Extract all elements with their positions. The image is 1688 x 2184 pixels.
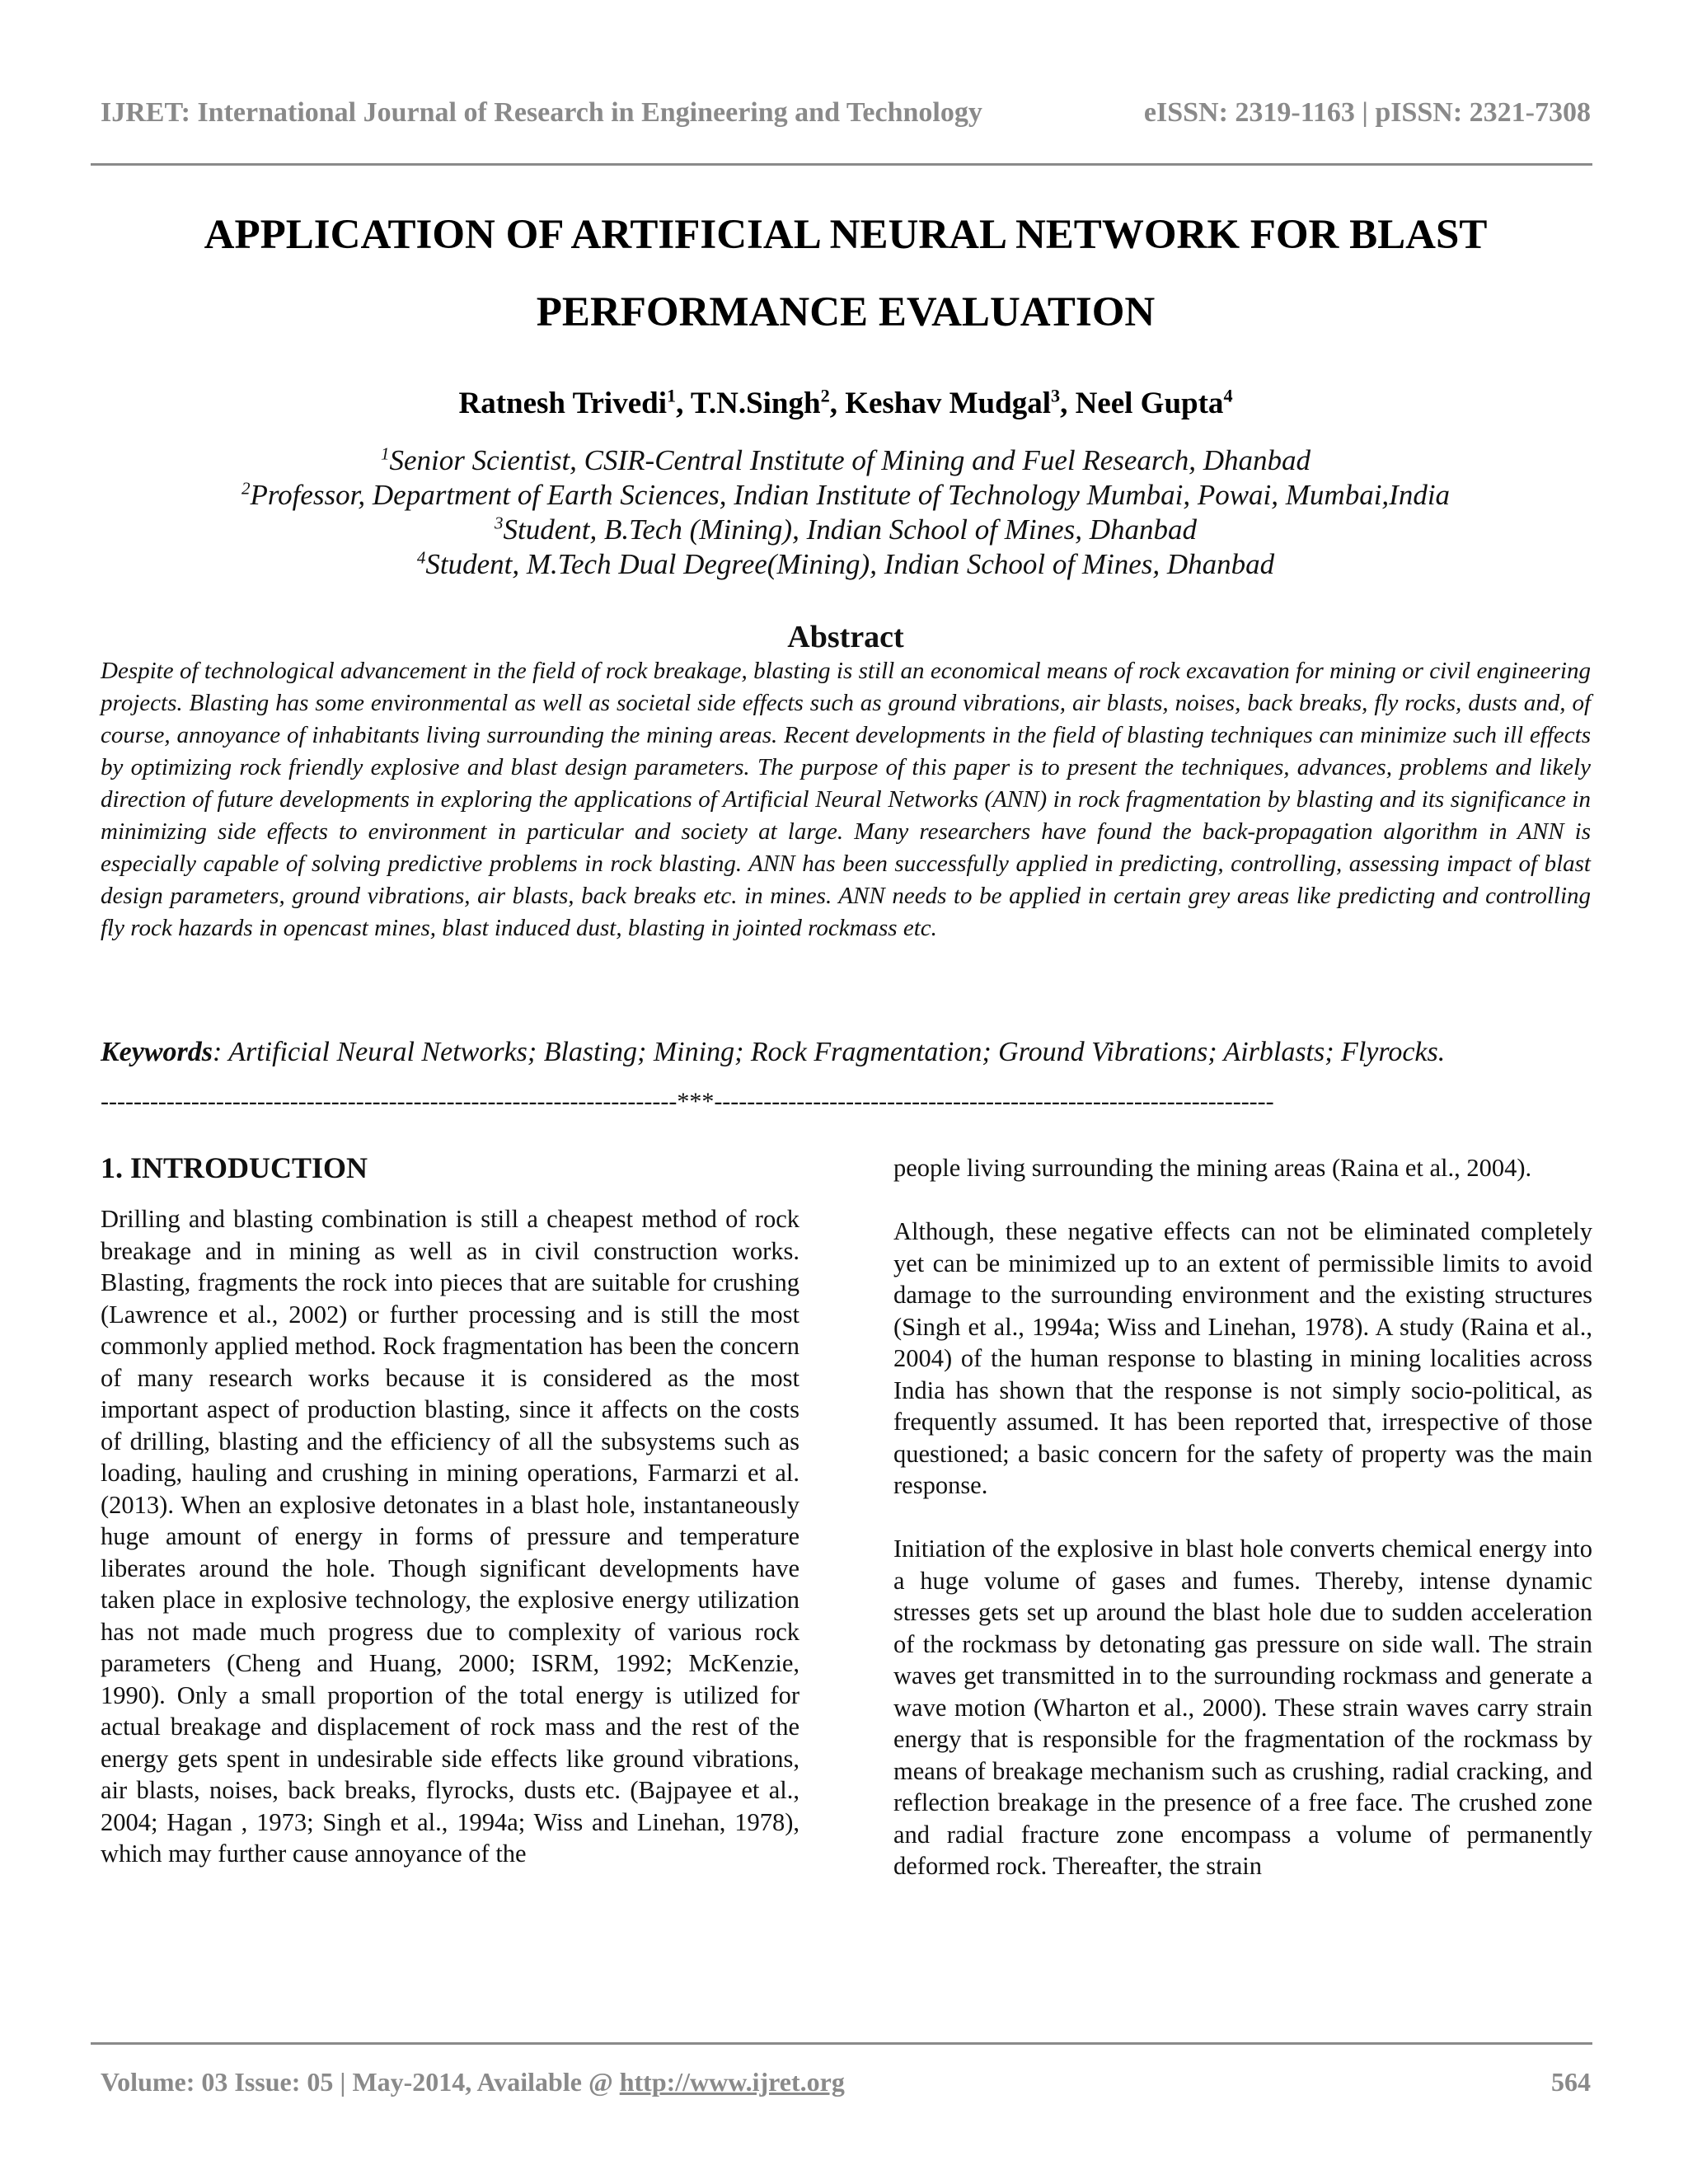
affiliation-list	[101, 443, 1591, 582]
paper-title	[101, 196, 1591, 351]
affiliation-sup: 2	[241, 478, 251, 499]
author-separator: ,	[676, 387, 691, 420]
affiliation-text: Senior Scientist, CSIR-Central Institute of Mining and Fuel Research, Dhanbad	[389, 444, 1311, 476]
footer-rule	[91, 2042, 1592, 2045]
author-sup: 4	[1223, 385, 1233, 406]
author-separator: ,	[1060, 387, 1076, 420]
affiliation-sup: 4	[416, 547, 426, 568]
author-name: T.N.Singh	[690, 387, 821, 420]
journal-link[interactable]: http://www.ijret.org	[619, 2067, 845, 2097]
affiliation	[101, 547, 1591, 582]
paragraph: Although, these negative effects can not be eliminated completely yet can be minimized up to an extent of permissible limits to avoid damage to the surrounding environment and the existing structures (Singh et al., 1994a; Wiss and Linehan, 1978). A study (Raina et al., 2004) of the human response to blasting in mining localities across India has shown that the response is not simply socio-political, as frequently assumed. It has been reported that, irrespective of those questioned; a basic concern for the safety of property was the main response.	[893, 1217, 1592, 1499]
section-heading: 1. INTRODUCTION	[101, 1151, 368, 1184]
author-list	[101, 386, 1591, 421]
header-rule	[91, 163, 1592, 166]
running-header	[101, 97, 1591, 129]
affiliation	[101, 443, 1591, 478]
section-separator: ----------------------------------------------------------------------***--------------------------------------------------------------------	[101, 1088, 1274, 1115]
abstract-body: Despite of technological advancement in the field of rock breakage, blasting is still an economical means of rock excavation for mining or civil engineering projects. Blasting has some environmental as well as societal side effects such as ground vibrations, air blasts, noises, back breaks, fly rocks, dusts and, of course, annoyance of inhabitants living surrounding the mining areas. Recent developments in the field of blasting techniques can minimize such ill effects by optimizing rock friendly explosive and blast design parameters. The purpose of this paper is to present the techniques, advances, problems and likely direction of future developments in exploring the applications of Artificial Neural Networks (ANN) in rock fragmentation by blasting and its significance in minimizing side effects to environment in particular and society at large. Many researchers have found the back-propagation algorithm in ANN is especially capable of solving predictive problems in rock blasting. ANN has been successfully applied in predicting, controlling, assessing impact of blast design parameters, ground vibrations, air blasts, back breaks etc. in mines. ANN needs to be applied in certain grey areas like predicting and controlling fly rock hazards in opencast mines, blast induced dust, blasting in jointed rockmass etc.	[101, 658, 1591, 941]
affiliation-text: Professor, Department of Earth Sciences, Indian Institute of Technology Mumbai, Powai, Mumbai,India	[250, 479, 1451, 511]
abstract-heading: Abstract	[787, 620, 904, 654]
author-separator: ,	[829, 387, 846, 420]
title-line-1: APPLICATION OF ARTIFICIAL NEURAL NETWORK FOR BLAST	[204, 212, 1488, 258]
affiliation-text: Student, B.Tech (Mining), Indian School of Mines, Dhanbad	[503, 513, 1198, 546]
page-number: 564	[1551, 2067, 1591, 2097]
keywords-text: : Artificial Neural Networks; Blasting; Mining; Rock Fragmentation; Ground Vibrations; Airblasts; Flyrocks.	[213, 1037, 1446, 1067]
author-sup: 1	[666, 385, 677, 406]
keywords-line	[101, 1037, 1591, 1068]
author-name: Keshav Mudgal	[845, 387, 1051, 420]
right-column	[893, 1152, 1592, 1914]
footer-volume-text: Volume: 03 Issue: 05 | May-2014, Available @	[101, 2067, 620, 2097]
affiliation-sup: 3	[494, 513, 504, 533]
affiliation	[101, 513, 1591, 547]
author-sup: 2	[820, 385, 830, 406]
paragraph: people living surrounding the mining areas (Raina et al., 2004).	[893, 1154, 1532, 1182]
paragraph: Initiation of the explosive in blast hole converts chemical energy into a huge volume of gases and fumes. Thereby, intense dynamic stresses gets set up around the blast hole due to sudden acceleration of the rockmass by detonating gas pressure on side wall. The strain waves get transmitted in to the surrounding rockmass and generate a wave motion (Wharton et al., 2000). These strain waves carry strain energy that is responsible for the fragmentation of the rockmass by means of breakage mechanism such as crushing, radial cracking, and reflection breakage in the presence of a free face. The crushed zone and radial fracture zone encompass a volume of permanently deformed rock. Thereafter, the strain	[893, 1535, 1592, 1880]
author-sup: 3	[1050, 385, 1061, 406]
journal-name: IJRET: International Journal of Research in Engineering and Technology	[101, 97, 982, 128]
paragraph: Drilling and blasting combination is still a cheapest method of rock breakage and in mining as well as in civil construction works. Blasting, fragments the rock into pieces that are suitable for crushing (Lawrence et al., 2002) or further processing and is still the most commonly applied method. Rock fragmentation has been the concern of many research works because it is considered as the most important aspect of production blasting, since it affects on the costs of drilling, blasting and the efficiency of all the subsystems such as loading, hauling and crushing in mining operations, Farmarzi et al.(2013). When an explosive detonates in a blast hole, instantaneously huge amount of energy in forms of pressure and temperature liberates around the hole. Though significant developments have taken place in explosive technology, the explosive energy utilization has not made much progress due to complexity of various rock parameters (Cheng and Huang, 2000; ISRM, 1992; McKenzie, 1990). Only a small proportion of the total energy is utilized for actual breakage and displacement of rock mass and the rest of the energy gets spent in undesirable side effects like ground vibrations, air blasts, noises, back breaks, flyrocks, dusts etc. (Bajpayee et al., 2004; Hagan , 1973; Singh et al., 1994a; Wiss and Linehan, 1978), which may further cause annoyance of the	[101, 1205, 799, 1868]
left-column	[101, 1203, 799, 1901]
keywords-label: Keywords	[101, 1037, 213, 1067]
issn-numbers: eISSN: 2319-1163 | pISSN: 2321-7308	[1143, 97, 1591, 128]
affiliation-sup: 1	[380, 443, 390, 464]
author-name: Ratnesh Trivedi	[458, 387, 667, 420]
affiliation	[101, 478, 1591, 513]
title-line-2: PERFORMANCE EVALUATION	[536, 289, 1156, 335]
affiliation-text: Student, M.Tech Dual Degree(Mining), Indian School of Mines, Dhanbad	[425, 548, 1275, 580]
footer-volume	[101, 2067, 845, 2097]
author-name: Neel Gupta	[1075, 387, 1224, 420]
